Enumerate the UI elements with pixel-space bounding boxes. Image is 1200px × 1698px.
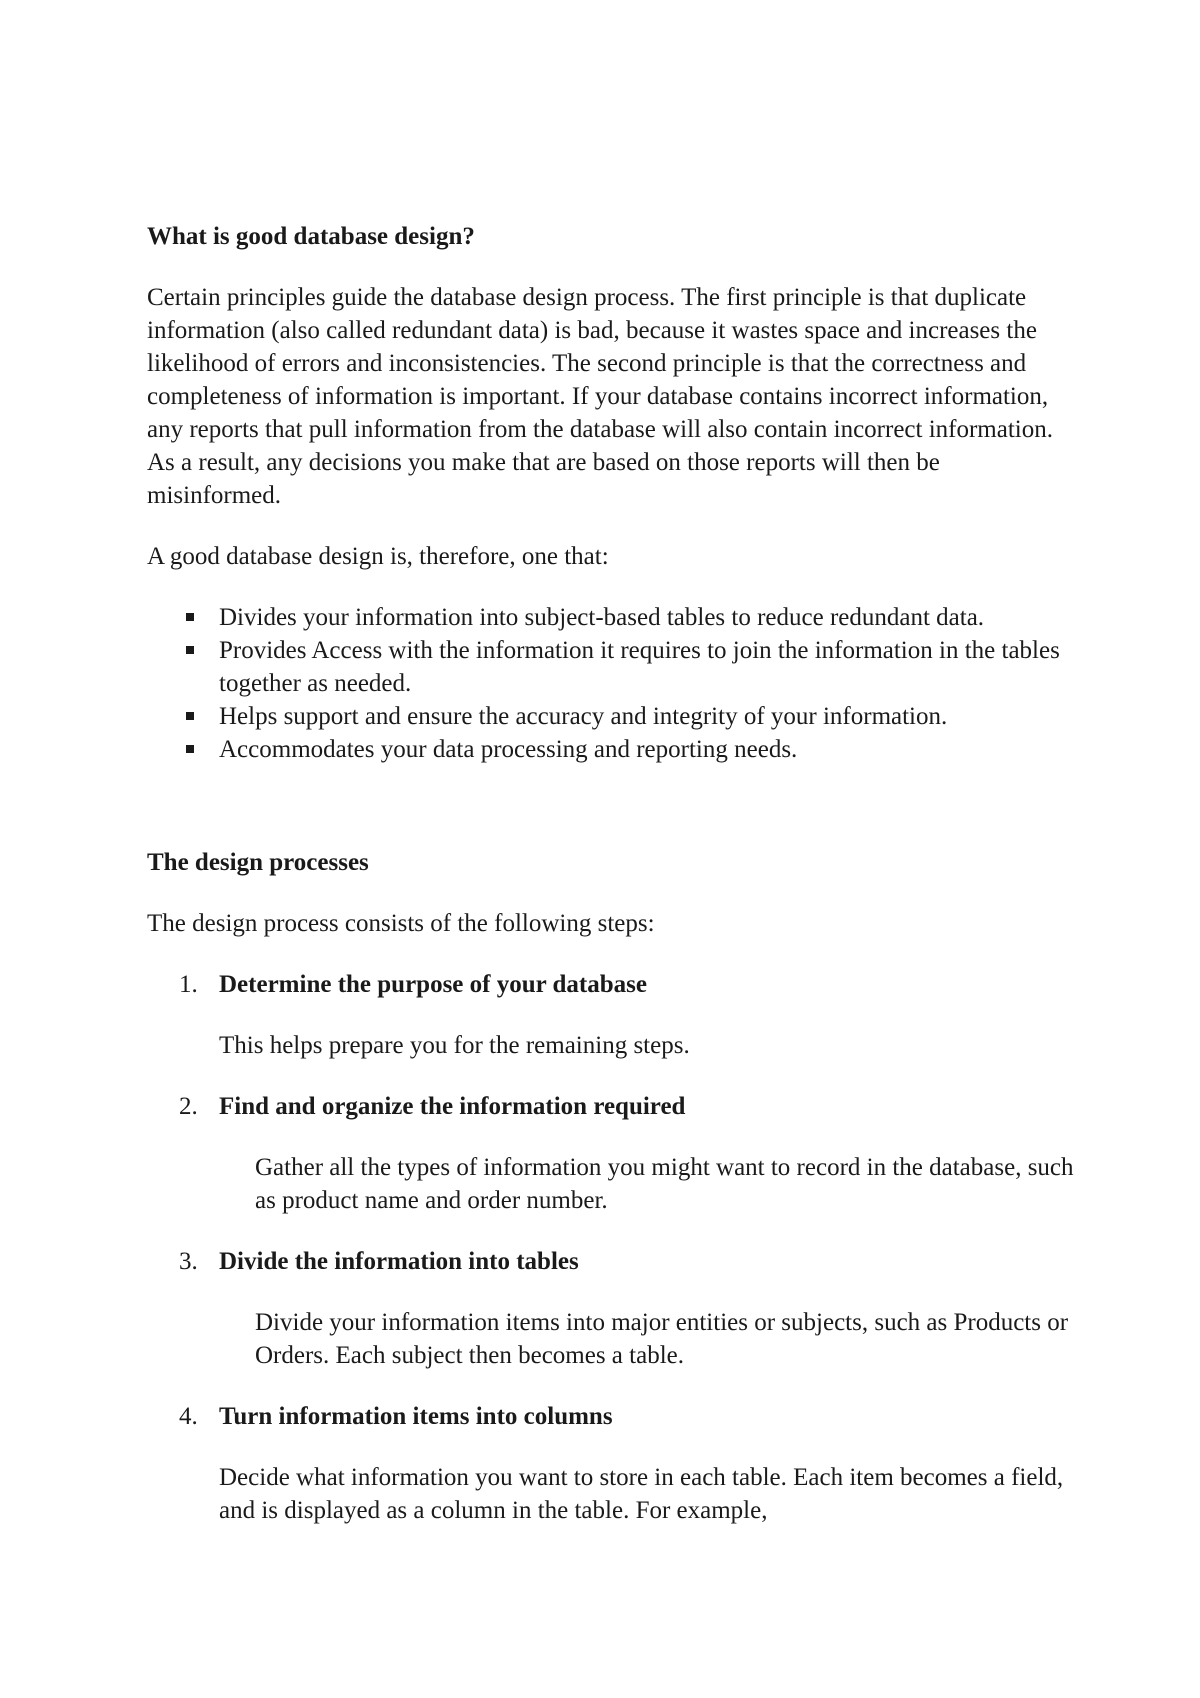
spacer	[147, 879, 1077, 907]
step-number: 1.	[179, 971, 198, 998]
step-number: 2.	[179, 1093, 198, 1120]
square-bullet-icon	[186, 613, 194, 621]
step-item	[147, 1400, 1077, 1527]
bullet-text: Divides your information into subject-based tables to reduce redundant data.	[219, 604, 985, 631]
square-bullet-icon	[186, 745, 194, 753]
bullet-item	[147, 634, 1077, 700]
step-title: Turn information items into columns	[219, 1403, 613, 1430]
spacer	[147, 512, 1077, 540]
bullet-text: Accommodates your data processing and reporting needs.	[219, 736, 798, 763]
section-heading-good-design: What is good database design?	[147, 223, 475, 250]
bullet-text: Provides Access with the information it requires to join the information in the tables together as needed.	[219, 637, 1060, 697]
step-number: 3.	[179, 1248, 198, 1275]
document-page	[147, 200, 1077, 1555]
principles-paragraph: Certain principles guide the database design process. The first principle is that duplicate information (also called redundant data) is bad, because it wastes space and increases the likelihood of errors and inconsistencies. The second principle is that the correctness and completeness of information is important. If your database contains incorrect information, any reports that pull information from the database will also contain incorrect information. As a result, any decisions you make that are based on those reports will then be misinformed.	[147, 284, 1053, 509]
step-description: Gather all the types of information you might want to record in the database, such as product name and order number.	[255, 1154, 1074, 1214]
step-title: Determine the purpose of your database	[219, 971, 647, 998]
good-design-bullet-list	[147, 601, 1077, 766]
bullet-item	[147, 733, 1077, 766]
step-title: Divide the information into tables	[219, 1248, 579, 1275]
section-heading-design-processes: The design processes	[147, 849, 369, 876]
spacer	[147, 766, 1077, 826]
bullet-item	[147, 700, 1077, 733]
spacer	[147, 940, 1077, 968]
step-description: This helps prepare you for the remaining steps.	[219, 1032, 690, 1059]
square-bullet-icon	[186, 646, 194, 654]
design-steps-list	[147, 968, 1077, 1527]
step-title: Find and organize the information required	[219, 1093, 686, 1120]
bullet-item	[147, 601, 1077, 634]
step-number: 4.	[179, 1403, 198, 1430]
spacer	[147, 573, 1077, 601]
step-description: Divide your information items into major entities or subjects, such as Products or Orders. Each subject then becomes a table.	[255, 1309, 1069, 1369]
step-item	[147, 1245, 1077, 1372]
bullet-text: Helps support and ensure the accuracy and integrity of your information.	[219, 703, 948, 730]
step-item	[147, 1090, 1077, 1217]
step-item	[147, 968, 1077, 1062]
design-process-intro: The design process consists of the following steps:	[147, 910, 655, 937]
good-design-intro: A good database design is, therefore, one that:	[147, 543, 609, 570]
square-bullet-icon	[186, 712, 194, 720]
spacer	[147, 253, 1077, 281]
step-description: Decide what information you want to store in each table. Each item becomes a field, and is displayed as a column in the table. For example,	[219, 1464, 1064, 1524]
